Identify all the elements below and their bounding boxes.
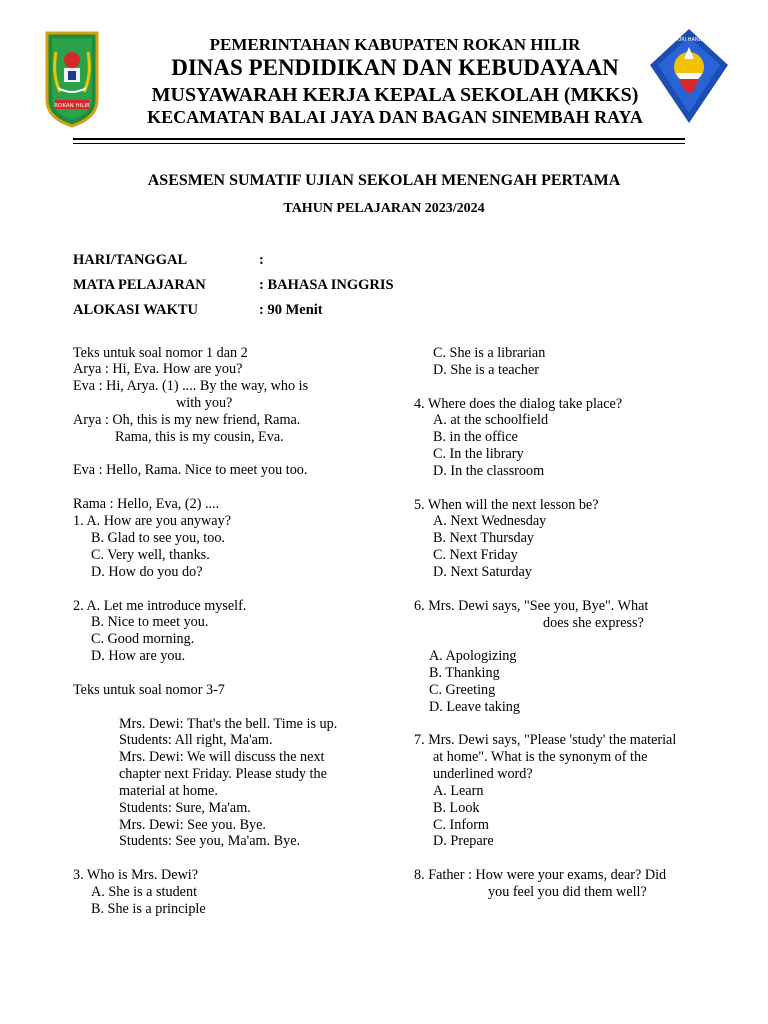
- question-5-option-a: A. Next Wednesday: [433, 513, 547, 529]
- question-6-option-a: A. Apologizing: [429, 648, 517, 664]
- question-3-option-b: B. She is a principle: [91, 901, 206, 917]
- dialog-line: Mrs. Dewi: See you. Bye.: [119, 817, 266, 833]
- question-6-cont: does she express?: [543, 615, 644, 631]
- dialog-line: chapter next Friday. Please study the: [119, 766, 327, 782]
- header-rule-thin: [73, 143, 685, 144]
- question-2-option-a: 2. A. Let me introduce myself.: [73, 598, 247, 614]
- question-3: 3. Who is Mrs. Dewi?: [73, 867, 199, 883]
- question-3-option-d: D. She is a teacher: [433, 362, 539, 378]
- question-8: 8. Father : How were your exams, dear? Did: [414, 867, 667, 883]
- exam-year: TAHUN PELAJARAN 2023/2024: [283, 201, 485, 216]
- question-5-option-c: C. Next Friday: [433, 547, 518, 563]
- question-2-option-c: C. Good morning.: [91, 631, 195, 647]
- question-4-option-a: A. at the schoolfield: [433, 412, 549, 428]
- question-6-option-c: C. Greeting: [429, 682, 496, 698]
- dialog-line: with you?: [176, 395, 233, 411]
- dialog-line: Students: See you, Ma'am. Bye.: [119, 833, 301, 849]
- question-3-option-c: C. She is a librarian: [433, 345, 546, 361]
- exam-title: ASESMEN SUMATIF UJIAN SEKOLAH MENENGAH PERTAMA: [147, 172, 621, 189]
- dialog-line: Students: Sure, Ma'am.: [119, 800, 251, 816]
- question-7-option-a: A. Learn: [433, 783, 484, 799]
- passage-heading-3-7: Teks untuk soal nomor 3-7: [73, 682, 225, 698]
- dialog-line: Mrs. Dewi: We will discuss the next: [119, 749, 325, 765]
- right-logo-label: TUT WURI HANDAYANI: [661, 37, 717, 43]
- question-4-option-c: C. In the library: [433, 446, 524, 462]
- question-4: 4. Where does the dialog take place?: [414, 396, 623, 412]
- question-7-option-d: D. Prepare: [433, 833, 494, 849]
- header-rule-thick: [73, 138, 685, 140]
- dialog-line: Eva : Hi, Arya. (1) .... By the way, who is: [73, 378, 309, 394]
- dialog-line: material at home.: [119, 783, 218, 799]
- info-label-day: HARI/TANGGAL: [73, 252, 188, 268]
- question-6: 6. Mrs. Dewi says, "See you, Bye". What: [414, 598, 649, 614]
- question-8-cont: you feel you did them well?: [488, 884, 647, 900]
- question-5-option-d: D. Next Saturday: [433, 564, 532, 580]
- left-logo-label: ROKAN HILIR: [54, 103, 90, 109]
- dialog-line: Rama, this is my cousin, Eva.: [115, 429, 284, 445]
- question-6-option-b: B. Thanking: [429, 665, 500, 681]
- info-label-subject: MATA PELAJARAN: [73, 277, 206, 293]
- question-6-option-d: D. Leave taking: [429, 699, 520, 715]
- tut-wuri-handayani-emblem: [648, 27, 730, 125]
- question-7-cont: at home". What is the synonym of the: [433, 749, 648, 765]
- question-1-option-a: 1. A. How are you anyway?: [73, 513, 231, 529]
- passage-heading-1-2: Teks untuk soal nomor 1 dan 2: [73, 345, 248, 361]
- question-7-option-c: C. Inform: [433, 817, 489, 833]
- dialog-line: Mrs. Dewi: That's the bell. Time is up.: [119, 716, 338, 732]
- dialog-line: Arya : Hi, Eva. How are you?: [73, 361, 243, 377]
- rokan-hilir-emblem: [44, 30, 100, 128]
- district-name: KECAMATAN BALAI JAYA DAN BAGAN SINEMBAH RAYA: [147, 107, 643, 127]
- info-value-day: :: [259, 252, 264, 268]
- question-1-option-d: D. How do you do?: [91, 564, 203, 580]
- info-value-subject: : BAHASA INGGRIS: [259, 277, 394, 293]
- question-1-option-b: B. Glad to see you, too.: [91, 530, 225, 546]
- info-label-time: ALOKASI WAKTU: [73, 302, 199, 318]
- dialog-line: Rama : Hello, Eva, (2) ....: [73, 496, 220, 512]
- dialog-line: Students: All right, Ma'am.: [119, 732, 273, 748]
- question-5-option-b: B. Next Thursday: [433, 530, 535, 546]
- question-5: 5. When will the next lesson be?: [414, 497, 599, 513]
- question-4-option-d: D. In the classroom: [433, 463, 545, 479]
- question-2-option-d: D. How are you.: [91, 648, 186, 664]
- mkks-name: MUSYAWARAH KERJA KEPALA SEKOLAH (MKKS): [151, 84, 639, 106]
- question-7-option-b: B. Look: [433, 800, 480, 816]
- department-name: DINAS PENDIDIKAN DAN KEBUDAYAAN: [171, 55, 619, 80]
- question-1-option-c: C. Very well, thanks.: [91, 547, 210, 563]
- question-7: 7. Mrs. Dewi says, "Please 'study' the material: [414, 732, 677, 748]
- question-2-option-b: B. Nice to meet you.: [91, 614, 209, 630]
- question-3-option-a: A. She is a student: [91, 884, 198, 900]
- info-value-time: : 90 Menit: [259, 302, 323, 318]
- dialog-line: Arya : Oh, this is my new friend, Rama.: [73, 412, 301, 428]
- government-name: PEMERINTAHAN KABUPATEN ROKAN HILIR: [209, 35, 581, 54]
- dialog-line: Eva : Hello, Rama. Nice to meet you too.: [73, 462, 308, 478]
- question-7-cont: underlined word?: [433, 766, 533, 782]
- question-4-option-b: B. in the office: [433, 429, 518, 445]
